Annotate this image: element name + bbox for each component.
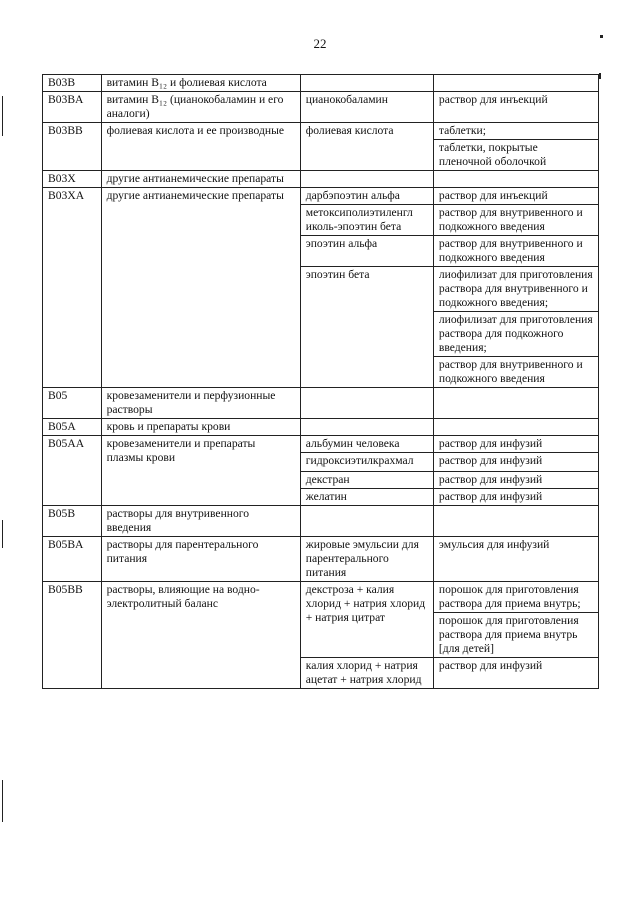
atc-code: B03BB (43, 123, 102, 171)
atc-code: B05 (43, 388, 102, 419)
dosage-form (433, 419, 598, 436)
group-name: кровезаменители и препараты плазмы крови (101, 436, 300, 506)
table-row (43, 419, 599, 436)
dosage-form: раствор для инфузий (433, 436, 598, 453)
group-name: другие антианемические препараты (101, 188, 300, 388)
scan-mark (2, 780, 3, 822)
group-name: растворы для парентерального питания (101, 537, 300, 582)
drug-name: цианокобаламин (300, 92, 433, 123)
dosage-form (433, 388, 598, 419)
dosage-form: раствор для инфузий (433, 658, 598, 689)
dosage-form: порошок для приготовления раствора для приема внутрь [для детей] (433, 613, 598, 658)
dosage-form: раствор для внутривенного и подкожного введения (433, 236, 598, 267)
table-row (43, 123, 599, 140)
dosage-form: лиофилизат для приготовления раствора для внутривенного и подкожного введения; (433, 267, 598, 312)
atc-code: B03X (43, 171, 102, 188)
atc-code: B03BA (43, 92, 102, 123)
drug-name: калия хлорид + натрия ацетат + натрия хлорид (300, 658, 433, 689)
table-row (43, 75, 599, 92)
atc-code: B05B (43, 506, 102, 537)
dosage-form: таблетки; (433, 123, 598, 140)
drug-name: фолиевая кислота (300, 123, 433, 171)
dosage-form: раствор для инъекций (433, 188, 598, 205)
group-name: другие антианемические препараты (101, 171, 300, 188)
dosage-form: раствор для внутривенного и подкожного введения (433, 205, 598, 236)
dosage-form (433, 75, 598, 92)
group-name: растворы, влияющие на водно-электролитный баланс (101, 582, 300, 689)
dosage-form: порошок для приготовления раствора для приема внутрь; (433, 582, 598, 613)
drug-name (300, 388, 433, 419)
dosage-form: раствор для инфузий (433, 489, 598, 506)
drug-name (300, 506, 433, 537)
drug-name: метоксиполиэтиленгл иколь-эпоэтин бета (300, 205, 433, 236)
group-name: фолиевая кислота и ее производные (101, 123, 300, 171)
drug-name: эпоэтин альфа (300, 236, 433, 267)
table-row (43, 537, 599, 582)
drug-name: альбумин человека (300, 436, 433, 453)
dosage-form (433, 506, 598, 537)
drug-classification-table (42, 74, 599, 689)
drug-name: гидроксиэтилкрахмал (300, 453, 433, 472)
drug-name (300, 171, 433, 188)
page-number: 22 (313, 36, 327, 51)
group-name: витамин B₁₂ (цианокобаламин и его аналоги) (101, 92, 300, 123)
drug-name: желатин (300, 489, 433, 506)
table-row (43, 388, 599, 419)
table-row (43, 171, 599, 188)
atc-code: B05BA (43, 537, 102, 582)
table-row (43, 92, 599, 123)
dosage-form: раствор для инфузий (433, 453, 598, 472)
scan-mark (600, 35, 603, 38)
group-name: витамин B₁₂ и фолиевая кислота (101, 75, 300, 92)
group-name: кровь и препараты крови (101, 419, 300, 436)
dosage-form (433, 171, 598, 188)
scan-mark (599, 73, 601, 79)
table-row (43, 188, 599, 205)
drug-name: декстран (300, 472, 433, 489)
drug-name: декстроза + калия хлорид + натрия хлорид + натрия цитрат (300, 582, 433, 658)
atc-code: B05A (43, 419, 102, 436)
drug-name: дарбэпоэтин альфа (300, 188, 433, 205)
atc-code: B03XA (43, 188, 102, 388)
atc-code: B03B (43, 75, 102, 92)
group-name: растворы для внутривенного введения (101, 506, 300, 537)
atc-code: B05BB (43, 582, 102, 689)
dosage-form: эмульсия для инфузий (433, 537, 598, 582)
group-name: кровезаменители и перфузионные растворы (101, 388, 300, 419)
drug-name (300, 419, 433, 436)
table-row (43, 582, 599, 613)
dosage-form: раствор для инъекций (433, 92, 598, 123)
drug-name: эпоэтин бета (300, 267, 433, 388)
drug-name (300, 75, 433, 92)
table-row (43, 506, 599, 537)
dosage-form: лиофилизат для приготовления раствора для подкожного введения; (433, 312, 598, 357)
dosage-form: раствор для внутривенного и подкожного введения (433, 357, 598, 388)
scan-mark (2, 96, 3, 136)
dosage-form: таблетки, покрытые пленочной оболочкой (433, 140, 598, 171)
drug-name: жировые эмульсии для парентерального питания (300, 537, 433, 582)
atc-code: B05AA (43, 436, 102, 506)
dosage-form: раствор для инфузий (433, 472, 598, 489)
table-row (43, 436, 599, 453)
scan-mark (2, 520, 3, 548)
